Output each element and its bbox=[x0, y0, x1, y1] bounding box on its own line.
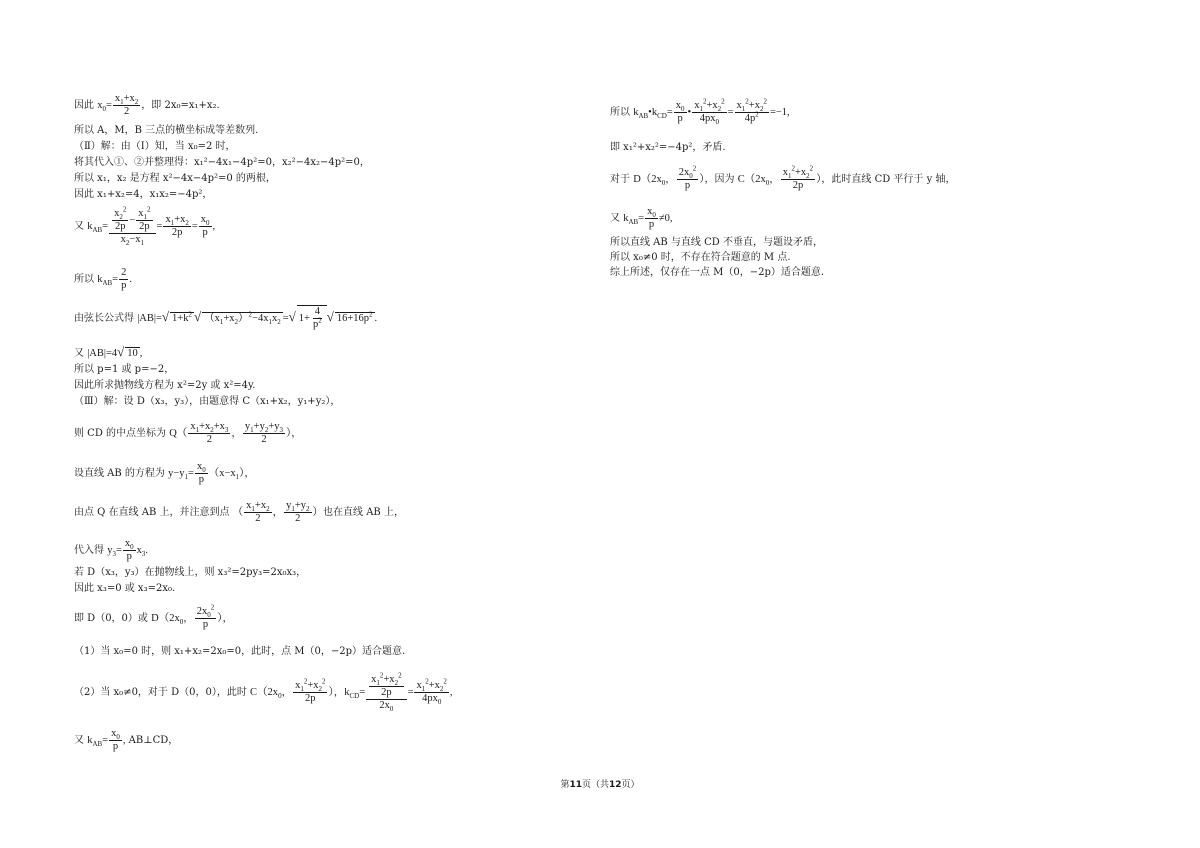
text: 又 bbox=[74, 348, 84, 359]
line-part3-start: （Ⅲ）解：设 D（x₃，y₃），由题意得 C（x₁+x₂，y₁+y₂）， bbox=[74, 396, 341, 407]
text: 、 bbox=[124, 157, 134, 168]
line-part2-start: （Ⅱ）解：由（Ⅰ）知，当 x₀=2 时， bbox=[74, 141, 236, 152]
text: AB⊥CD， bbox=[128, 734, 179, 746]
circled-one: ① bbox=[114, 157, 124, 168]
circled-two: ② bbox=[134, 157, 144, 168]
line-d-on-parabola: 若 D（x₃，y₃）在抛物线上，则 x₃²=2py₃=2x₀x₃， bbox=[74, 567, 307, 578]
line-case2: （2）当 x₀≠0，对于 D（0，0），此时 $C(2x_0$， $\frac{x_1^2+x_2^2}{2p}$ ），$k_{CD}=$ $\frac{\frac{x_1^2+x_2^2}{2p}}{2x_0}$ = $\frac{x_1^2+x_2^2}{4px_0}$ , bbox=[74, 671, 453, 714]
line-vieta: 因此 x₁+x₂=4，x₁x₂=−4p²， bbox=[74, 189, 213, 200]
line-midpoint-relation: 因此 $x_0=$ $\frac{x_1+x_2}{2}$ ，即 2x₀=x₁+x₂. bbox=[74, 93, 220, 117]
text: 由弦长公式得 bbox=[74, 312, 134, 324]
line-d-points: 即 D（0，0）或 $D(2x_0$， $\frac{2x_0^2}{p}$ ）， bbox=[74, 603, 233, 630]
text: 设直线 AB 的方程为 bbox=[74, 467, 165, 479]
line-p-values: 所以 p=1 或 p=−2， bbox=[74, 364, 175, 375]
page-footer bbox=[0, 777, 1200, 790]
text: 又 bbox=[74, 220, 84, 232]
line-y3: 代入得 $y_3=$ $\frac{x_0}{p}$ $x_3$. bbox=[74, 538, 148, 562]
text: ，此时直线 CD 平行于 y 轴， bbox=[821, 173, 956, 185]
line-parabola: 因此所求抛物线方程为 x²=2y 或 x²=4y. bbox=[74, 380, 256, 391]
line-substitute bbox=[74, 156, 370, 169]
text: （2）当 x₀≠0，对于 D（0，0），此时 bbox=[74, 686, 247, 698]
footer-text: 页） bbox=[621, 780, 640, 790]
line-cd-vertical: 对于 $D(2x_0$， $\frac{2x_0^2}{p}$ ），因为 $C(2x_0$， $\frac{x_1^2+x_2^2}{2p}$ ），此时直线 CD 平行于 y 轴， bbox=[610, 164, 956, 191]
text: 又 bbox=[74, 734, 84, 746]
line-ab-length: 又 |AB|=4√ 10 , bbox=[74, 344, 143, 359]
line-ab-equation: 设直线 AB 的方程为 $y-y_1=$ $\frac{x_0}{p}$ $(x-x_1)$， bbox=[74, 461, 255, 485]
text: 则 CD 的中点坐标为 bbox=[74, 427, 167, 439]
line-chord-length: 由弦长公式得 |AB|=√ $1+k^2$ √ $(x_1+x_2)^2-4x_1x_2$ =√ 1+ $\frac{4}{p^2}$ √ $16+16p^2$ . bbox=[74, 306, 378, 330]
text: 所以 bbox=[610, 106, 630, 118]
line-not-perp: 所以直线 AB 与直线 CD 不垂直，与题设矛盾， bbox=[610, 237, 823, 248]
line-no-m: 所以 x₀≠0 时，不存在符合题意的 M 点. bbox=[610, 252, 791, 263]
footer-text: 页（共 bbox=[581, 780, 609, 790]
footer-text: 第 bbox=[560, 780, 570, 790]
text: 代入得 bbox=[74, 544, 104, 556]
text: 所以 bbox=[74, 273, 94, 285]
line-slope-value: 所以 $k_{AB}=$ $\frac{2}{p}$ . bbox=[74, 267, 132, 291]
text: 即 D（0，0）或 bbox=[74, 612, 148, 624]
line-x3-values: 因此 x₃=0 或 x₃=2x₀. bbox=[74, 583, 176, 594]
text: 因此 bbox=[74, 99, 94, 111]
text: 又 bbox=[610, 212, 620, 224]
line-midpoint-q: 则 CD 的中点坐标为 Q（ $\frac{x_1+x_2+x_3}{2}$ ， $\frac{y_1+y_2+y_3}{2}$ ）， bbox=[74, 421, 302, 445]
text: 也在直线 AB 上， bbox=[323, 506, 404, 518]
line-arith-seq: 所以 A，M，B 三点的横坐标成等差数列. bbox=[74, 125, 259, 136]
line-perpendicular: 又 $k_{AB}=$ $\frac{x_0}{p}$ , AB⊥CD， bbox=[74, 728, 179, 752]
text: 由点 Q 在直线 AB 上，并注意到点 bbox=[74, 506, 230, 518]
page-number: 11 bbox=[569, 780, 582, 790]
line-kab-nonzero: 又 $k_{AB}=$ $\frac{x_0}{p}$ ≠0, bbox=[610, 206, 673, 230]
line-roots: 所以 x₁，x₂ 是方程 x²−4x−4p²=0 的两根， bbox=[74, 173, 276, 184]
line-q-on-ab: 由点 Q 在直线 AB 上，并注意到点 （ $\frac{x_1+x_2}{2}$ ， $\frac{y_1+y_2}{2}$ ）也在直线 AB 上， bbox=[74, 500, 404, 524]
text: ，即 2x₀=x₁+x₂. bbox=[141, 99, 220, 111]
line-product-slopes: 所以 $k_{AB}•k_{CD}=$ $\frac{x_0}{p}$ • $\frac{x_1^2+x_2^2}{4px_0}$ = $\frac{x_1^2+x_2^2}{4p^2}$ =−1, bbox=[610, 97, 790, 127]
text: 对于 bbox=[610, 173, 630, 185]
line-contradiction: 即 x₁²+x₂²=−4p²，矛盾. bbox=[610, 142, 726, 153]
line-case1: （1）当 x₀=0 时，则 x₁+x₂=2x₀=0，此时，点 M（0，−2p）适合题意. bbox=[74, 646, 406, 657]
text: 将其代入 bbox=[74, 157, 114, 168]
line-slope-ab: 又 $k_{AB}=$ $\frac{x_2^2}{2p}$ − $\frac{x_1^2}{2p}$ $x_2-x_1$ = $\frac{x_1+x_2}{2p}$ = $\frac{x_0}{p}$ , bbox=[74, 205, 216, 248]
text: 并整理得：x₁²−4x₁−4p²=0，x₂²−4x₂−4p²=0， bbox=[144, 157, 370, 168]
line-conclusion: 综上所述，仅存在一点 M（0，−2p）适合题意. bbox=[610, 267, 825, 278]
text: ，因为 bbox=[704, 173, 735, 185]
page-total: 12 bbox=[609, 780, 622, 790]
